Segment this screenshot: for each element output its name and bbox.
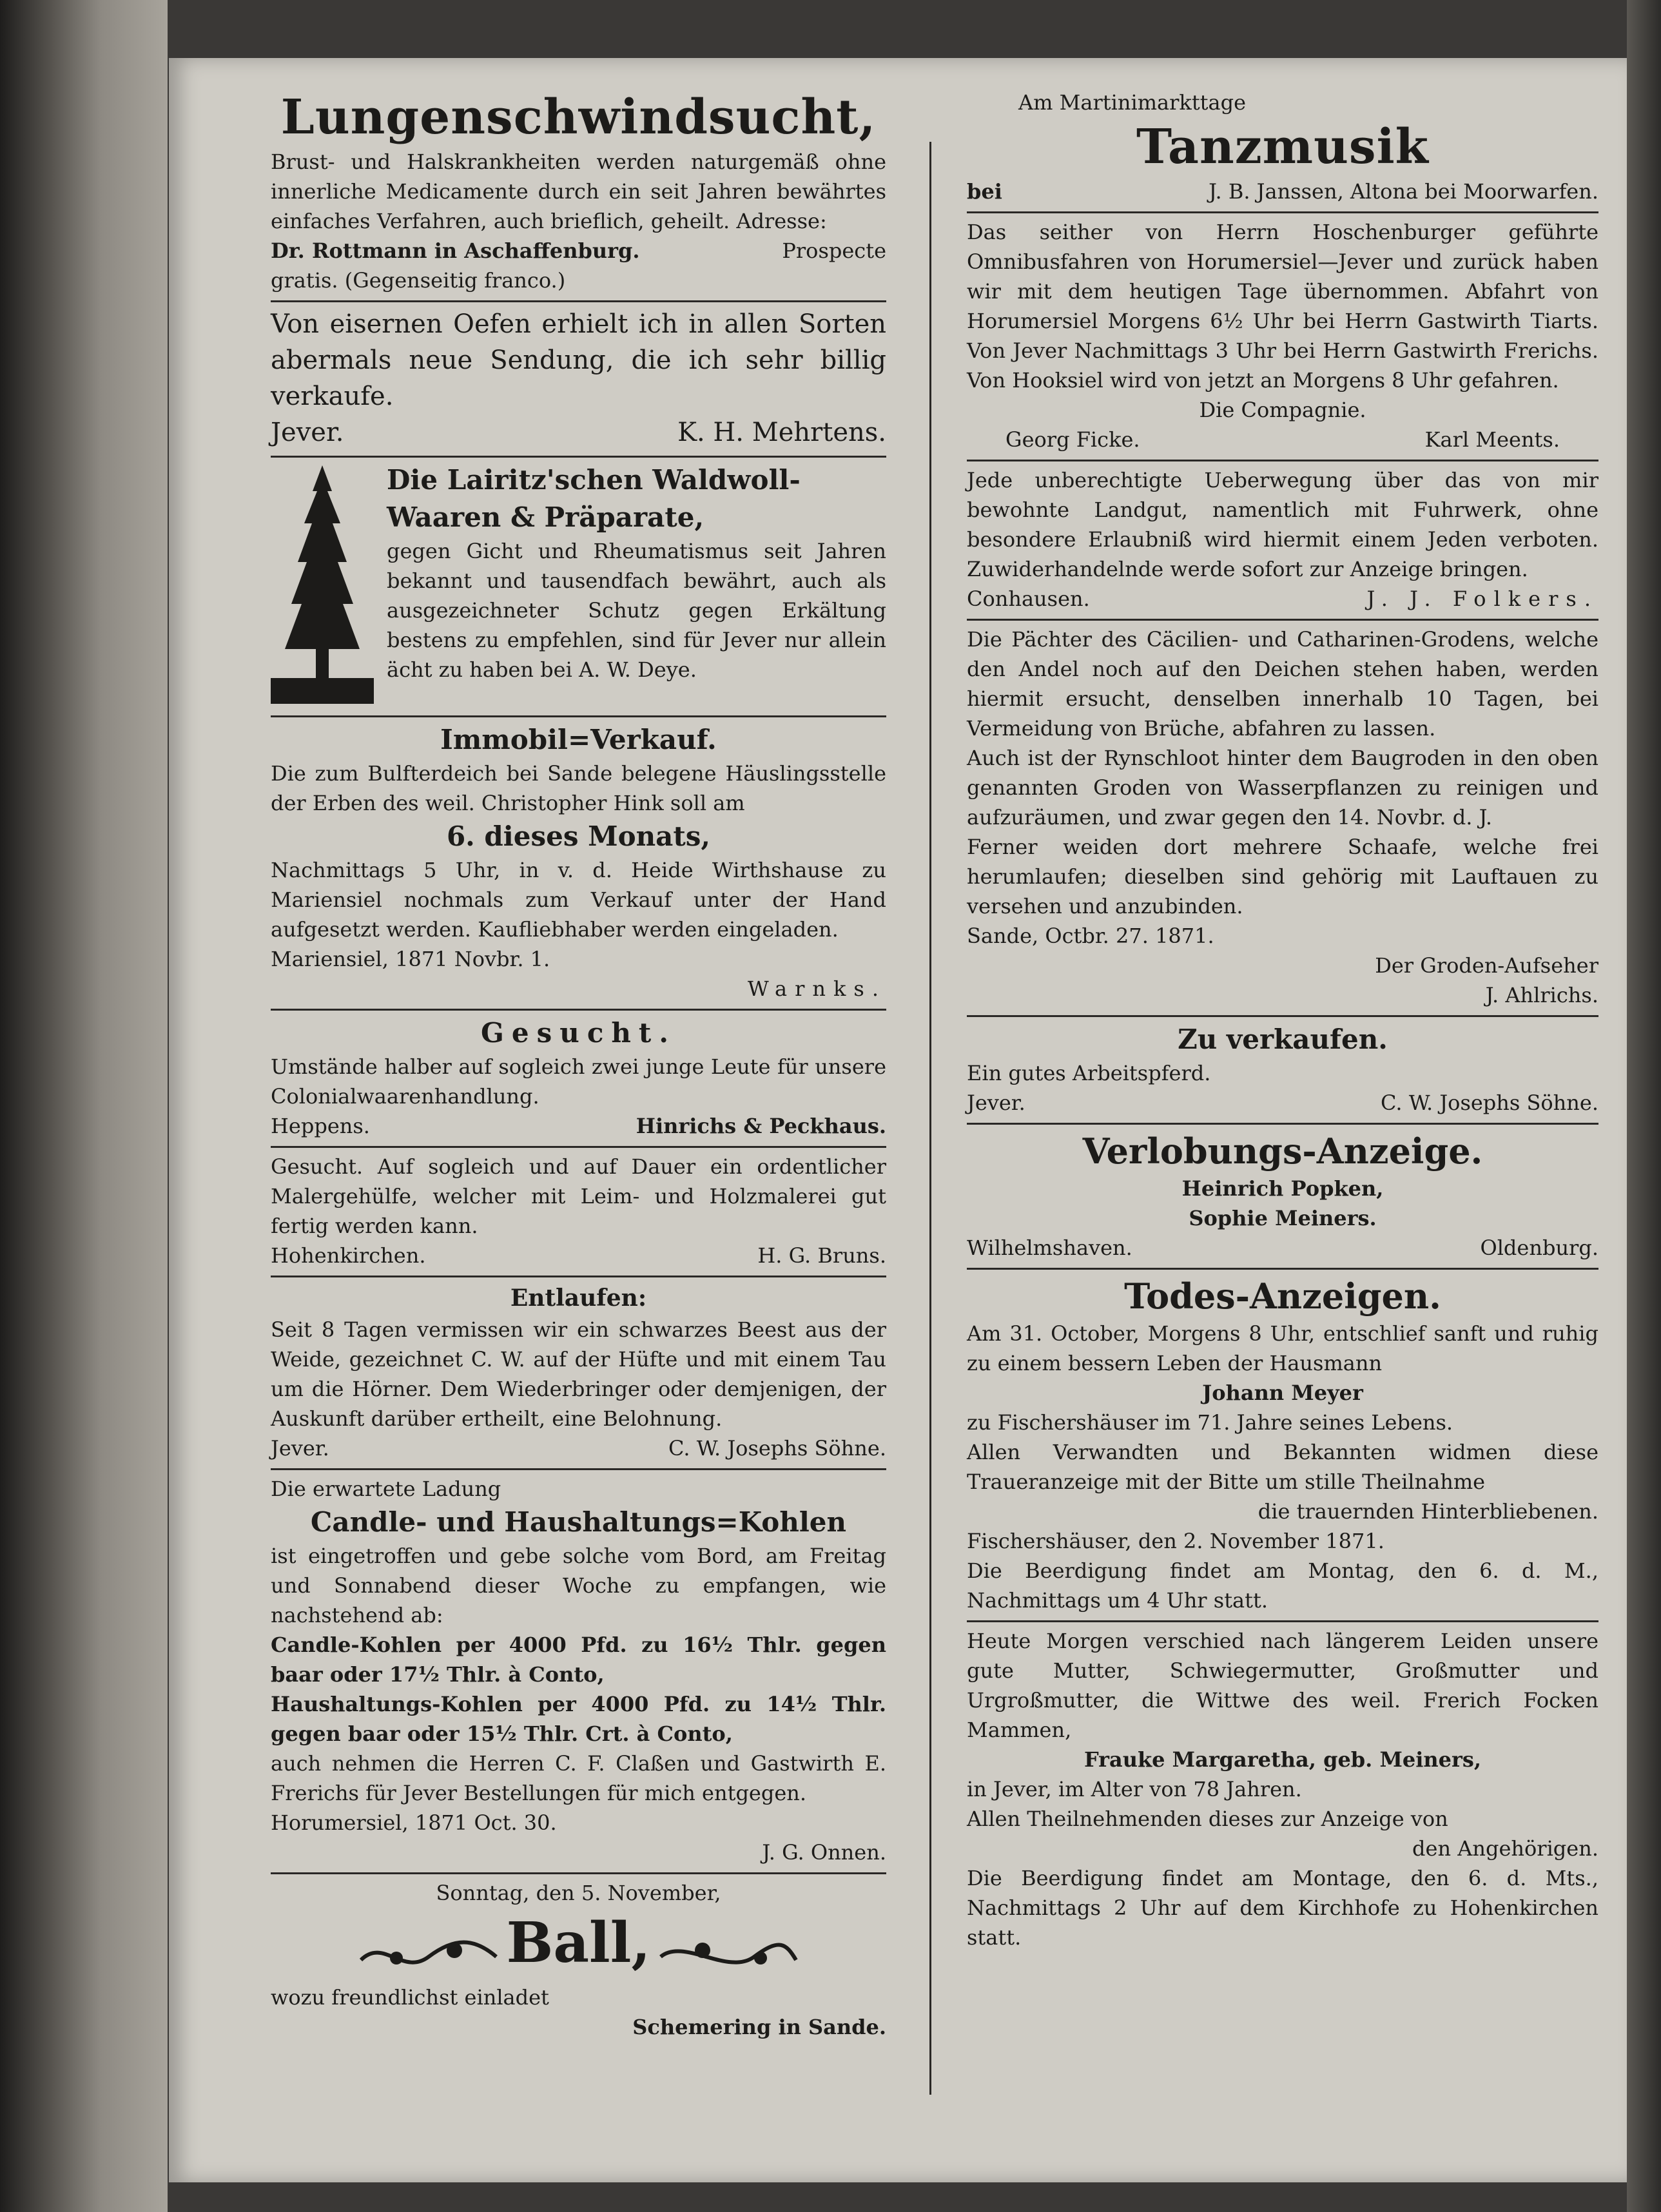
ad-tanzmusik <box>967 84 1598 213</box>
ad-date: 6. dieses Monats, <box>446 820 711 852</box>
ad-signature: C. W. Josephs Söhne. <box>668 1436 886 1460</box>
left-column <box>271 84 886 2047</box>
ad-text-4: Die Beerdigung findet am Montag, den 6. d. M., Nachmittags um 4 Uhr statt. <box>967 1558 1598 1613</box>
ad-text-2: auch nehmen die Herren C. F. Claßen und Gastwirth E. Frerichs für Jever Bestellungen für mich entgegen. <box>271 1751 886 1805</box>
ad-text-3: Allen Verwandten und Bekannten widmen diese Traueranzeige mit der Bitte um stille Theilnahme <box>967 1440 1598 1494</box>
ad-todes-mammen <box>967 1622 1598 1957</box>
ad-title: Tanzmusik <box>1136 119 1429 175</box>
ad-title: Candle- und Haushaltungs=Kohlen <box>310 1506 847 1538</box>
ad-text-2: zu Fischershäuser im 71. Jahre seines Lebens. <box>967 1410 1453 1435</box>
ad-placedate: Sande, Octbr. 27. 1871. <box>967 924 1214 948</box>
ad-office: Der Groden-Aufseher <box>1375 953 1598 978</box>
ad-deceased-name: Johann Meyer <box>1202 1381 1363 1405</box>
ornament-left-icon <box>358 1931 500 1983</box>
ad-title: Lungenschwindsucht, <box>280 90 877 145</box>
ad-name-1: Heinrich Popken, <box>1181 1176 1384 1201</box>
ad-title: Entlaufen: <box>510 1285 647 1312</box>
ad-text: Heute Morgen verschied nach längerem Leiden unsere gute Mutter, Schwiegermutter, Großmutter und Urgroßmutter, die Wittwe des weil. Frerich Focken Mammen, <box>967 1629 1598 1742</box>
ad-signature: Schemering in Sande. <box>632 2014 886 2039</box>
ad-title: Ball, <box>506 1910 651 1975</box>
ad-verlobung <box>967 1125 1598 1270</box>
ad-malergehuelfe <box>271 1148 886 1277</box>
ad-place-1: Wilhelmshaven. <box>967 1236 1132 1260</box>
ad-signature: Warnks. <box>747 976 886 1001</box>
ad-signature-1: Georg Ficke. <box>1005 427 1140 452</box>
ad-price-haushalt: Haushaltungs-Kohlen per 4000 Pfd. zu 14½ Thlr. gegen baar oder 15½ Thlr. Crt. à Conto, <box>271 1692 886 1746</box>
ad-text: Seit 8 Tagen vermissen wir ein schwarzes Beest aus der Weide, gezeichnet C. W. auf der Hüfte und mit einem Tau um die Hörner. Dem Wiederbringer oder demjenigen, der Auskunft darüber ertheilt, eine Belohnung. <box>271 1317 886 1431</box>
ad-place: Conhausen. <box>967 587 1090 611</box>
ad-place: Jever. <box>271 418 344 447</box>
ad-text: Am 31. October, Morgens 8 Uhr, entschlief sanft und ruhig zu einem bessern Leben der Hausmann <box>967 1321 1598 1375</box>
ad-text: Umstände halber auf sogleich zwei junge Leute für unsere Colonialwaarenhandlung. <box>271 1054 886 1109</box>
ad-zu-verkaufen <box>967 1017 1598 1125</box>
ad-omnibus <box>967 213 1598 461</box>
ad-text: Die Pächter des Cäcilien- und Catharinen-Grodens, welche den Andel noch auf den Deichen stehen haben, werden hiermit ersucht, denselben innerhalb 10 Tagen, bei Vermeidung von Brüche, abfahren zu lassen. <box>967 627 1598 741</box>
page-edge <box>1627 0 1661 2212</box>
ad-landgut <box>967 461 1598 621</box>
ad-text: Gesucht. Auf sogleich und auf Dauer ein ordentlicher Malergehülfe, welcher mit Leim- und Holzmalerei gut fertig werden kann. <box>271 1154 886 1238</box>
ad-text: Ein gutes Arbeitspferd. <box>967 1061 1211 1085</box>
ad-place-2: Oldenburg. <box>1480 1236 1598 1260</box>
ad-signature-2: Karl Meents. <box>1424 427 1560 452</box>
ad-signature: K. H. Mehrtens. <box>677 418 886 447</box>
ad-text: Das seither von Herrn Hoschenburger geführte Omnibusfahren von Horumersiel—Jever und zurück haben wir mit dem heutigen Tage übernommen. Abfahrt von Horumersiel Morgens 6½ Uhr bei Herrn Gastwirth Tiarts. Von Jever Nachmittags 3 Uhr bei Herrn Gastwirth Frerichs. Von Hooksiel wird von jetzt an Morgens 8 Uhr gefahren. <box>967 220 1598 393</box>
ad-text: ist eingetroffen und gebe solche vom Bord, am Freitag und Sonnabend dieser Woche zu empfangen, wie nachstehend ab: <box>271 1544 886 1627</box>
ad-place: Hohenkirchen. <box>271 1243 426 1268</box>
ad-text-4: Die Beerdigung findet am Montage, den 6. d. Mts., Nachmittags 2 Uhr auf dem Kirchhofe zu Hohenkirchen statt. <box>967 1866 1598 1950</box>
ad-text: Brust- und Halskrankheiten werden naturgemäß ohne innerliche Medicamente durch ein seit Jahren bewährtes einfaches Verfahren, auch brieflich, geheilt. Adresse: <box>271 150 886 233</box>
ad-placedate: Horumersiel, 1871 Oct. 30. <box>271 1810 557 1835</box>
column-divider <box>929 142 931 2095</box>
ad-title: Gesucht. <box>481 1017 676 1049</box>
ad-title: Todes-Anzeigen. <box>1124 1276 1441 1317</box>
ad-bei: bei <box>967 179 1002 204</box>
ad-text-3: Ferner weiden dort mehrere Schaafe, welche frei herumlaufen; dieselben sind gehörig mit Lauftauen zu versehen und anzubinden. <box>967 835 1598 918</box>
ad-signature: H. G. Bruns. <box>757 1243 886 1268</box>
ad-place: Jever. <box>967 1091 1025 1115</box>
ad-pretext: Die erwartete Ladung <box>271 1477 501 1501</box>
ad-text-3: Allen Theilnehmenden dieses zur Anzeige von <box>967 1807 1448 1831</box>
ad-address: Dr. Rottmann in Aschaffenburg. <box>271 238 640 263</box>
book-binding <box>0 0 168 2212</box>
ad-place: Jever. <box>271 1436 329 1460</box>
ad-placedate: Fischershäuser, den 2. November 1871. <box>967 1529 1384 1553</box>
ad-signature: J. Ahlrichs. <box>1485 983 1598 1007</box>
ad-groden <box>967 621 1598 1017</box>
ad-oefen <box>271 302 886 458</box>
ad-tail: gratis. (Gegenseitig franco.) <box>271 268 566 293</box>
ad-signature: J. B. Janssen, Altona bei Moorwarfen. <box>1209 179 1598 204</box>
ad-title: Immobil=Verkauf. <box>440 724 717 755</box>
ad-entlaufen <box>271 1277 886 1470</box>
ad-gesucht <box>271 1011 886 1148</box>
ad-title: Zu verkaufen. <box>1178 1024 1388 1055</box>
ad-lungenschwindsucht <box>271 84 886 302</box>
ad-signature: Hinrichs & Peckhaus. <box>636 1114 886 1138</box>
ornament-right-icon <box>657 1931 799 1983</box>
ad-placedate: Mariensiel, 1871 Novbr. 1. <box>271 947 550 971</box>
ad-lairitz <box>271 458 886 717</box>
ad-immobil <box>271 717 886 1011</box>
ad-deceased-name: Frauke Margaretha, geb. Meiners, <box>1083 1747 1482 1772</box>
ad-company: Die Compagnie. <box>1199 398 1366 422</box>
ad-signature: C. W. Josephs Söhne. <box>1381 1091 1598 1115</box>
ad-text-2: Auch ist der Rynschloot hinter dem Baugroden in den oben genannten Groden von Wasserpflanzen zu reinigen und aufzuräumen, und zwar gegen den 14. Novbr. d. J. <box>967 746 1598 830</box>
ad-ball <box>271 1874 886 2047</box>
ad-date: Sonntag, den 5. November, <box>436 1881 721 1905</box>
ad-text-2: Nachmittags 5 Uhr, in v. d. Heide Wirthshause zu Mariensiel nochmals zum Verkauf unter der Hand aufgesetzt werden. Kaufliebhaber werden eingeladen. <box>271 858 886 942</box>
ad-todes-meyer <box>967 1270 1598 1622</box>
right-column <box>967 84 1598 1957</box>
ad-signature: J. J. Folkers. <box>1366 587 1598 611</box>
ad-text: Jede unberechtigte Ueberwegung über das von mir bewohnte Landgut, namentlich mit Fuhrwerk, ohne besondere Erlaubniß wird hiermit einem Jeden verboten. Zuwiderhandelnde werde sofort zur Anzeige bringen. <box>967 468 1598 581</box>
fir-tree-icon <box>271 465 374 710</box>
ad-signature: die trauernden Hinterbliebenen. <box>1258 1499 1598 1524</box>
ad-text-2: in Jever, im Alter von 78 Jahren. <box>967 1777 1302 1801</box>
ad-text: Die zum Bulfterdeich bei Sande belegene Häuslingsstelle der Erben des weil. Christopher Hink soll am <box>271 761 886 815</box>
ad-signature: den Angehörigen. <box>1412 1836 1598 1861</box>
ad-text: Von eisernen Oefen erhielt ich in allen Sorten abermals neue Sendung, die ich sehr billig verkaufe. <box>271 309 886 411</box>
ad-title: Verlobungs-Anzeige. <box>1082 1130 1483 1172</box>
ad-place: Heppens. <box>271 1114 370 1138</box>
ad-pretext: Am Martinimarkttage <box>1018 90 1247 115</box>
ad-text: wozu freundlichst einladet <box>271 1984 549 2010</box>
ad-name-2: Sophie Meiners. <box>1189 1206 1377 1230</box>
ad-price-candle: Candle-Kohlen per 4000 Pfd. zu 16½ Thlr. gegen baar oder 17½ Thlr. à Conto, <box>271 1633 886 1687</box>
ad-text: gegen Gicht und Rheumatismus seit Jahren bekannt und tausendfach bewährt, auch als ausgezeichneter Schutz gegen Erkältung bestens zu empfehlen, sind für Jever nur allein ächt zu haben bei A. W. Deye. <box>387 539 886 682</box>
ad-title: Die Lairitz'schen Waldwoll-Waaren & Präparate, <box>387 464 801 533</box>
ad-signature: J. G. Onnen. <box>762 1840 886 1865</box>
ad-kohlen <box>271 1470 886 1874</box>
ad-prospect: Prospecte <box>782 238 886 263</box>
